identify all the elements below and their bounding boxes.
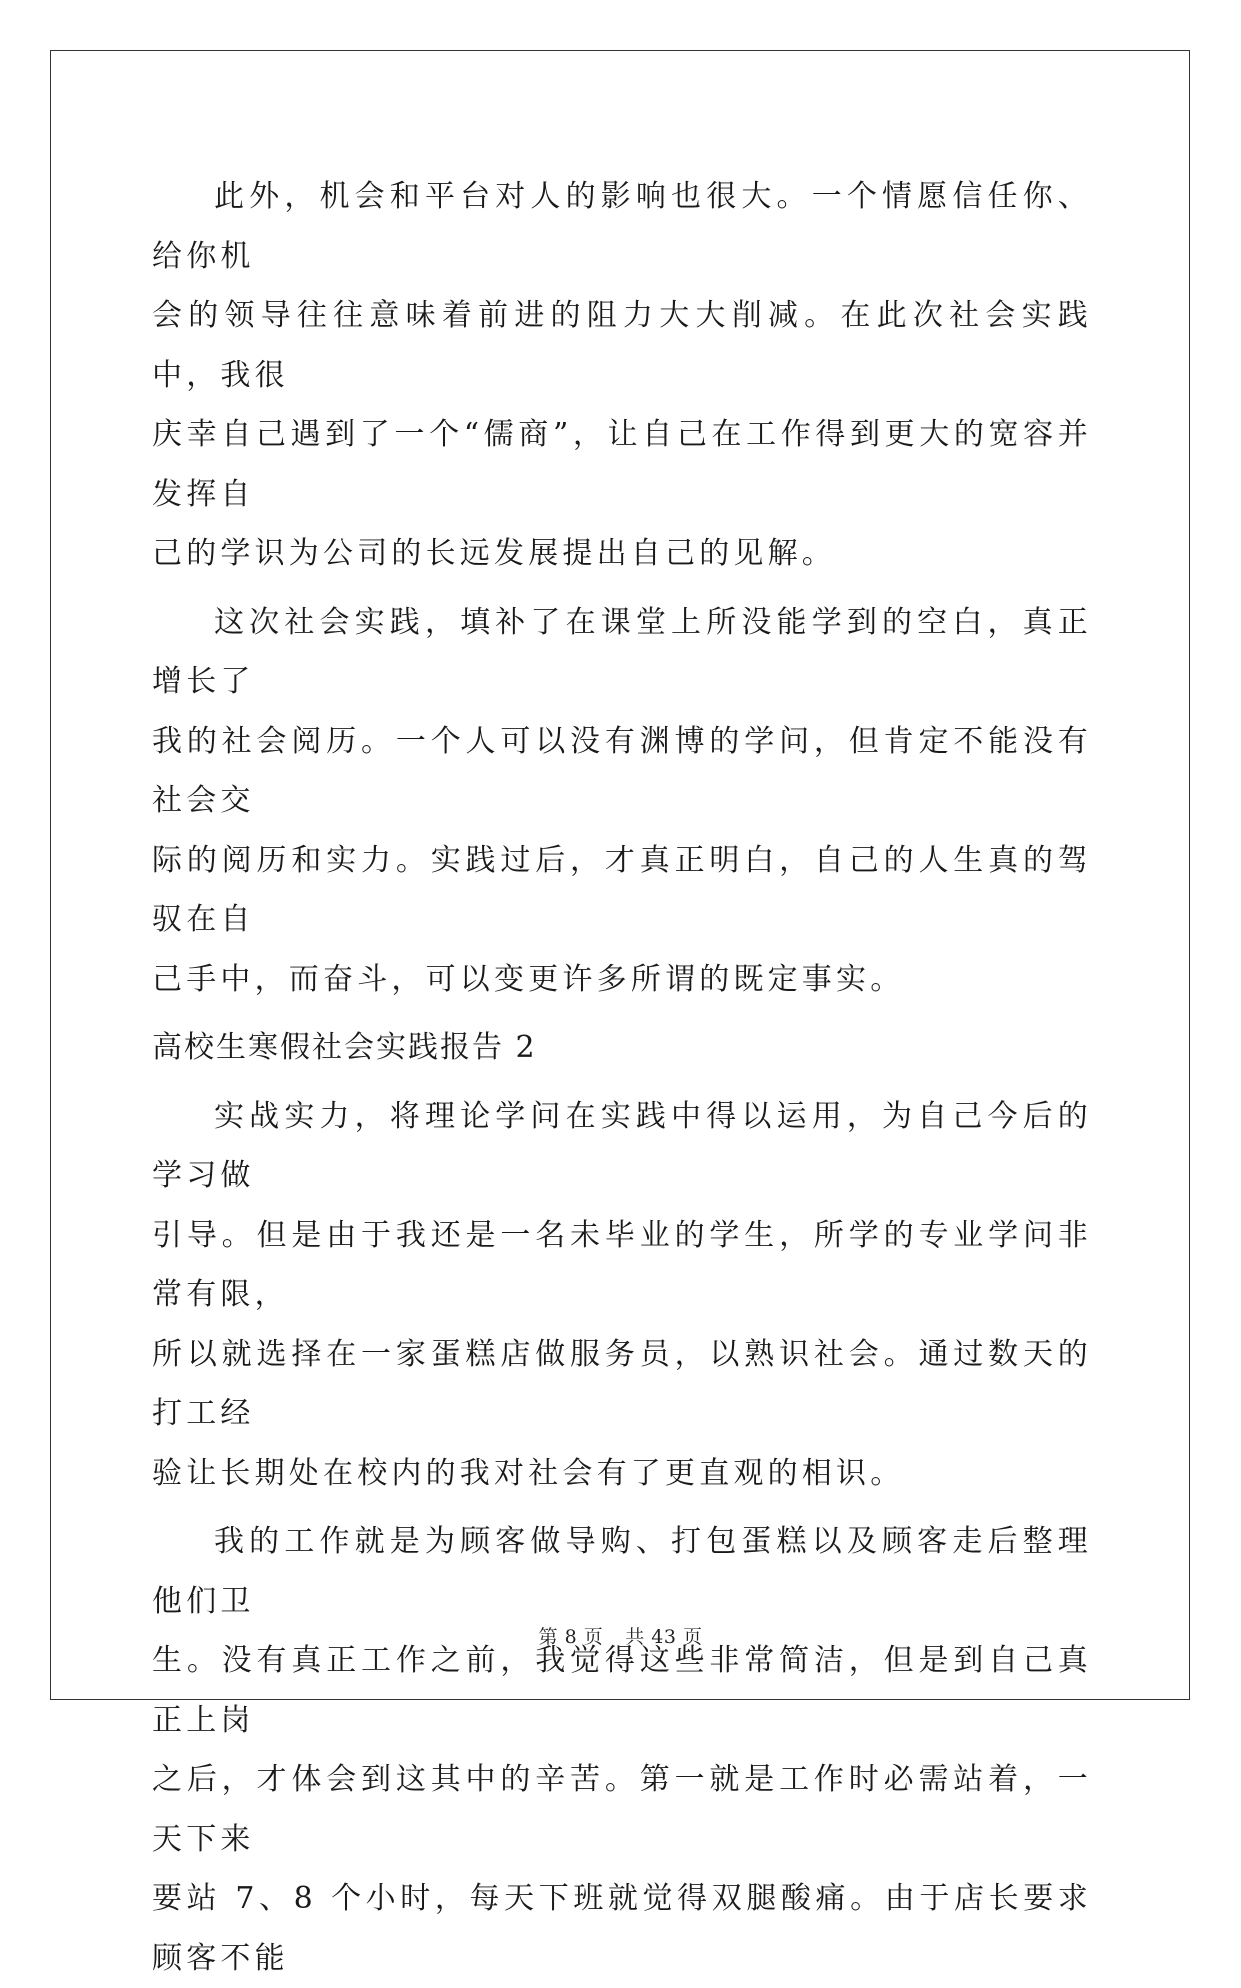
- text-line: 会的领导往往意味着前进的阻力大大削减。在此次社会实践中，我很: [152, 298, 1092, 393]
- text-line: 己手中，而奋斗，可以变更许多所谓的既定事实。: [152, 961, 905, 997]
- page-number: 第 8 页: [538, 1626, 604, 1648]
- paragraph: [152, 167, 1092, 584]
- text-line: 实战实力，将理论学问在实践中得以运用，为自己今后的学习做: [152, 1098, 1092, 1193]
- text-line: 要站 7、8 个小时，每天下班就觉得双腿酸痛。由于店长要求顾客不能: [152, 1881, 1092, 1976]
- paragraph: [152, 1087, 1092, 1504]
- text-line: 验让长期处在校内的我对社会有了更直观的相识。: [152, 1455, 905, 1491]
- text-line: 庆幸自己遇到了一个“儒商”，让自己在工作得到更大的宽容并发挥自: [152, 417, 1092, 512]
- document-body: [152, 167, 1092, 1988]
- paragraph: [152, 593, 1092, 1010]
- text-line: 我的社会阅历。一个人可以没有渊博的学问，但肯定不能没有社会交: [152, 723, 1092, 818]
- text-line: 这次社会实践，填补了在课堂上所没能学到的空白，真正增长了: [152, 604, 1092, 699]
- page-footer: [0, 1622, 1241, 1649]
- paragraph: [152, 1512, 1092, 1988]
- text-line: 引导。但是由于我还是一名未毕业的学生，所学的专业学问非常有限，: [152, 1217, 1092, 1312]
- page-total: 共 43 页: [625, 1626, 703, 1648]
- text-line: 所以就选择在一家蛋糕店做服务员，以熟识社会。通过数天的打工经: [152, 1336, 1092, 1431]
- text-line: 际的阅历和实力。实践过后，才真正明白，自己的人生真的驾驭在自: [152, 842, 1092, 937]
- text-line: 我的工作就是为顾客做导购、打包蛋糕以及顾客走后整理他们卫: [152, 1524, 1092, 1619]
- text-line: 己的学识为公司的长远发展提出自己的见解。: [152, 536, 836, 571]
- text-line: 之后，才体会到这其中的辛苦。第一就是工作时必需站着，一天下来: [152, 1762, 1092, 1857]
- text-line: 此外，机会和平台对人的影响也很大。一个情愿信任你、给你机: [152, 179, 1092, 274]
- text-line: 生。没有真正工作之前，我觉得这些非常简洁，但是到自己真正上岗: [152, 1643, 1092, 1738]
- section-heading: [152, 1018, 1092, 1078]
- section-heading-text: 高校生寒假社会实践报告 2: [152, 1030, 537, 1065]
